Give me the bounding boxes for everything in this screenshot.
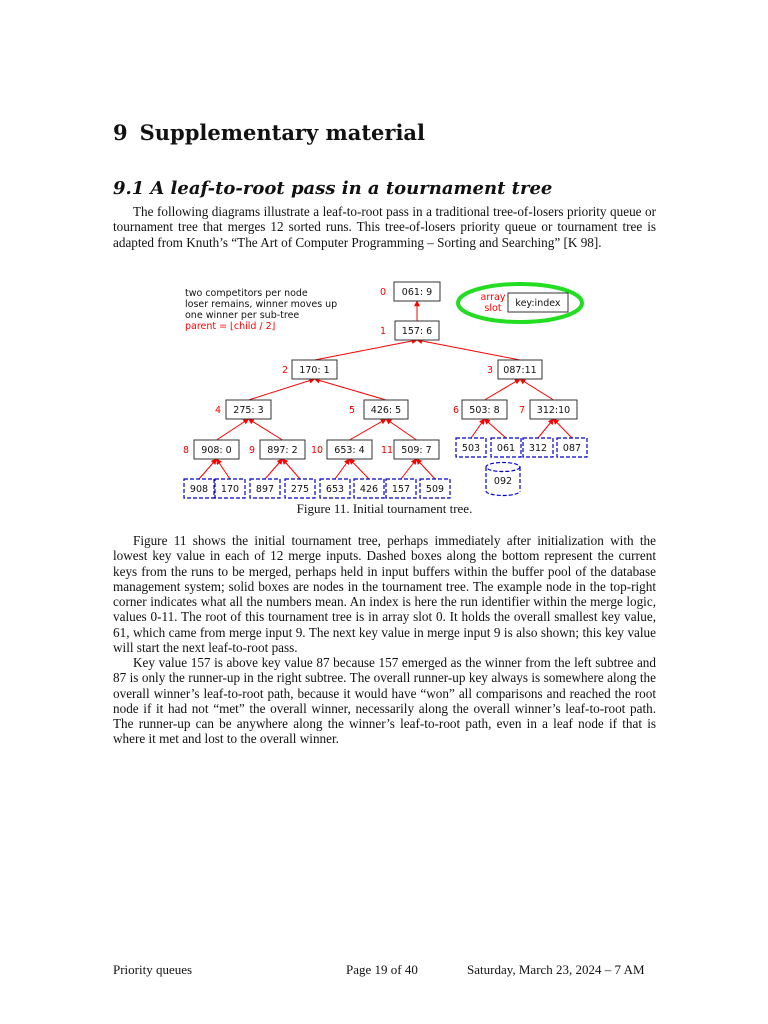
tree-node-slot: 5 xyxy=(348,405,356,416)
tree-node-slot: 2 xyxy=(281,365,289,376)
tree-node-key: 157: 6 xyxy=(401,326,433,337)
input-key-value: 170 xyxy=(220,484,240,495)
tree-edge xyxy=(401,459,417,479)
input-key-value: 509 xyxy=(425,484,445,495)
note-line: loser remains, winner moves up xyxy=(185,299,338,310)
input-key-value: 897 xyxy=(255,484,275,495)
tree-node-slot: 3 xyxy=(486,365,494,376)
note-line-formula: parent = ⌊child / 2⌋ xyxy=(185,321,276,332)
tree-node-slot: 6 xyxy=(452,405,460,416)
tree-edge xyxy=(554,419,573,438)
note-line: two competitors per node xyxy=(185,288,308,299)
tree-node-slot: 0 xyxy=(379,287,387,298)
tree-edge xyxy=(217,459,231,479)
tree-node-slot: 10 xyxy=(310,445,324,456)
input-key-value: 061 xyxy=(496,443,516,454)
tree-node-key: 908: 0 xyxy=(201,445,232,456)
input-key-value: 157 xyxy=(391,484,411,495)
footer-page-number: Page 19 of 40 xyxy=(346,962,418,977)
tree-node-key: 170: 1 xyxy=(299,365,330,376)
subsection-number: 9.1 xyxy=(113,178,145,199)
tree-node-key: 426: 5 xyxy=(370,405,402,416)
tree-node-key: 087:11 xyxy=(503,365,537,376)
tree-node-slot: 4 xyxy=(214,405,222,416)
tree-edge xyxy=(199,459,217,479)
input-key-value: 503 xyxy=(461,443,481,454)
subsection-title: A leaf-to-root pass in a tournament tree xyxy=(150,178,553,199)
legend-label-slot: slot xyxy=(484,303,502,314)
tree-node-slot: 11 xyxy=(380,445,394,456)
tree-edge xyxy=(520,379,554,400)
tree-edge xyxy=(265,459,283,479)
input-key-value: 908 xyxy=(189,484,209,495)
input-key-value: 087 xyxy=(562,443,582,454)
figure-caption: Figure 11. Initial tournament tree. xyxy=(296,501,473,516)
tree-node-slot: 1 xyxy=(379,326,387,337)
tree-node-key: 275: 3 xyxy=(233,405,264,416)
footer-date: Saturday, March 23, 2024 – 7 AM xyxy=(467,962,645,977)
tree-edge xyxy=(538,419,554,438)
tree-edge xyxy=(417,340,520,360)
tree-node-key: 509: 7 xyxy=(401,445,432,456)
tree-edge xyxy=(471,419,485,438)
tree-edge xyxy=(417,459,436,479)
tree-edge xyxy=(485,379,521,400)
legend-label-array: array xyxy=(480,292,506,303)
tree-edge xyxy=(217,419,249,440)
tree-edge xyxy=(350,459,370,479)
legend-key-text: key:index xyxy=(515,298,561,309)
tree-node-key: 503: 8 xyxy=(469,405,500,416)
section-number: 9 xyxy=(113,120,128,145)
tree-edge xyxy=(249,379,315,400)
tree-edge xyxy=(249,419,283,440)
next-key-value: 092 xyxy=(493,476,513,487)
input-key-value: 426 xyxy=(359,484,379,495)
tree-node-slot: 9 xyxy=(248,445,256,456)
tree-node-key: 312:10 xyxy=(536,405,571,416)
tree-node-slot: 7 xyxy=(518,405,526,416)
input-key-value: 653 xyxy=(325,484,345,495)
next-key-cylinder xyxy=(486,463,520,496)
tree-node-key: 061: 9 xyxy=(401,287,433,298)
section-title: Supplementary material xyxy=(139,120,426,145)
tree-edge xyxy=(386,419,417,440)
tree-edge xyxy=(485,419,507,438)
runner-up-paragraph: Key value 157 is above key value 87 because 157 emerged as the winner from the left subtree and 87 is only the runner-up in the right subtree. The overall runner-up key always is somewhere along the overall winner’s leaf-to-root path, because it would have “won” all comparisons and reached the root node if it had not “met” the overall winner, necessarily along the overall winner’s leaf-to-root path. The runner-up can be anywhere along the winner’s leaf-to-root path, even in a leaf node if that is where it met and lost to the overall winner. xyxy=(113,655,656,747)
input-key-value: 275 xyxy=(290,484,310,495)
footer-title: Priority queues xyxy=(113,962,193,977)
intro-paragraph: The following diagrams illustrate a leaf-to-root pass in a traditional tree-of-losers priority queue or tournament tree that merges 12 sorted runs. This tree-of-losers priority queue or tournament tree is adapted from Knuth’s “The Art of Computer Programming – Sorting and Searching” [K 98]. xyxy=(113,204,656,250)
tree-node-key: 897: 2 xyxy=(267,445,298,456)
tree-edge xyxy=(350,419,387,440)
tree-edge xyxy=(315,340,418,360)
tree-node-slot: 8 xyxy=(182,445,190,456)
figure-description-paragraph: Figure 11 shows the initial tournament tree, perhaps immediately after initialization with the lowest key value in each of 12 merge inputs. Dashed boxes along the bottom represent the current keys from the runs to be merged, perhaps held in input buffers within the buffer pool of the database management system; solid boxes are nodes in the tournament tree. The example node in the top-right corner indicates what all the numbers mean. An index is here the run identifier within the merge logic, values 0-11. The root of this tournament tree is in array slot 0. It holds the overall smallest key value, 61, which came from merge input 9. The next key value in merge input 9 is also shown; this key value will start the next leaf-to-root pass. xyxy=(113,533,656,656)
input-key-value: 312 xyxy=(528,443,548,454)
tree-node-key: 653: 4 xyxy=(334,445,365,456)
tree-edge xyxy=(335,459,350,479)
note-line: one winner per sub-tree xyxy=(185,310,300,321)
tree-edge xyxy=(283,459,301,479)
tree-edge xyxy=(315,379,387,400)
